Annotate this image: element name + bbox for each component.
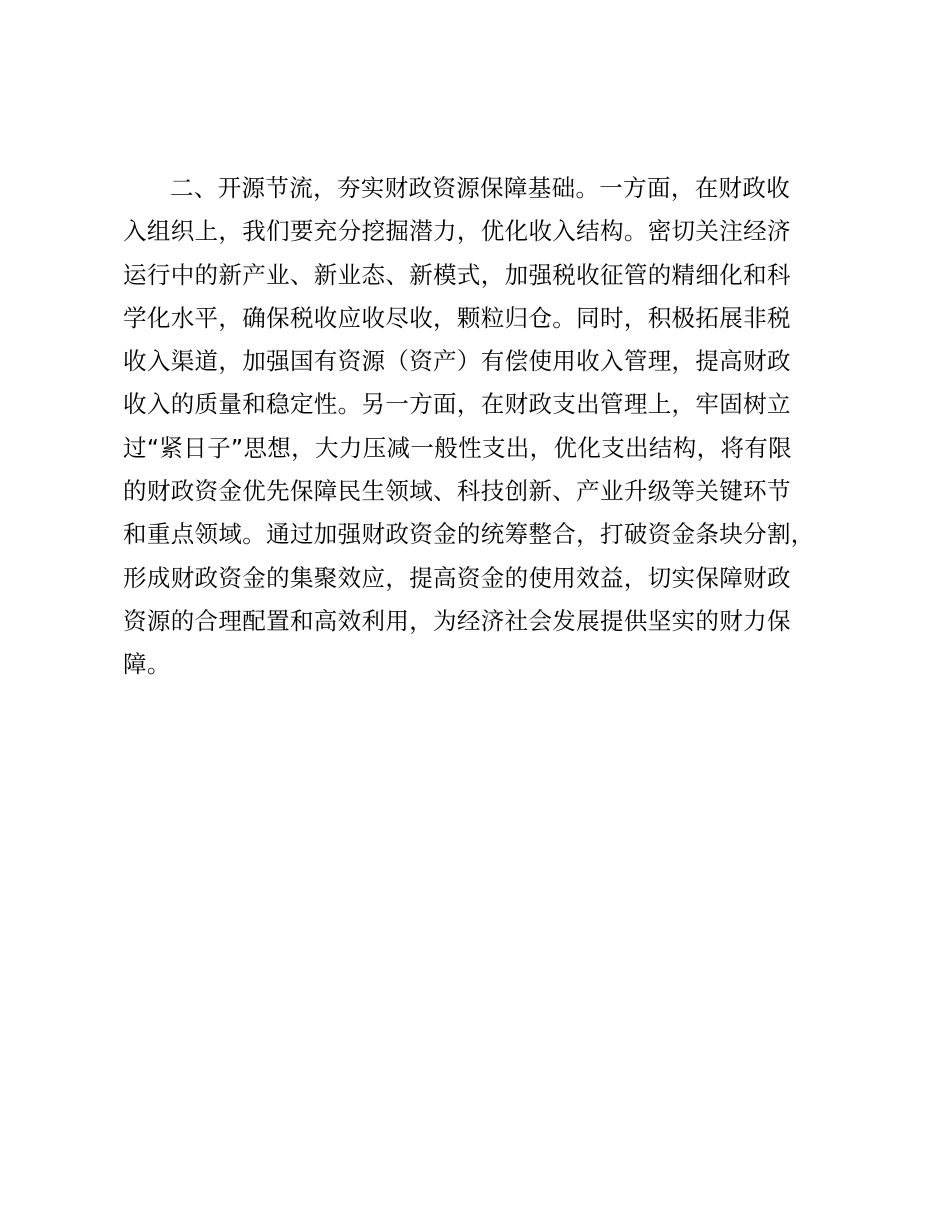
paragraph-line: 二、开源节流，夯实财政资源保障基础。一方面，在财政收 [170, 174, 791, 202]
paragraph-line: 入组织上，我们要充分挖掘潜力，优化收入结构。密切关注经济 [123, 217, 791, 246]
paragraph-line: 运行中的新产业、新业态、新模式，加强税收征管的精细化和科 [123, 260, 791, 289]
paragraph-line: 收入渠道，加强国有资源（资产）有偿使用收入管理，提高财政 [123, 347, 791, 376]
paragraph-line: 资源的合理配置和高效利用，为经济社会发展提供坚实的财力保 [123, 606, 791, 635]
paragraph-line: 收入的质量和稳定性。另一方面，在财政支出管理上，牢固树立 [123, 390, 791, 419]
paragraph-line: 障。 [123, 650, 171, 679]
paragraph-line: 形成财政资金的集聚效应，提高资金的使用效益，切实保障财政 [123, 563, 791, 592]
paragraph-line: 过“紧日子”思想，大力压减一般性支出，优化支出结构，将有限 [123, 433, 792, 462]
body-paragraph [123, 167, 883, 687]
paragraph-line: 的财政资金优先保障民生领域、科技创新、产业升级等关键环节 [123, 477, 791, 506]
paragraph-line: 和重点领域。通过加强财政资金的统筹整合，打破资金条块分割， [123, 520, 815, 549]
paragraph-line: 学化水平，确保税收应收尽收，颗粒归仓。同时，积极拓展非税 [123, 303, 791, 332]
